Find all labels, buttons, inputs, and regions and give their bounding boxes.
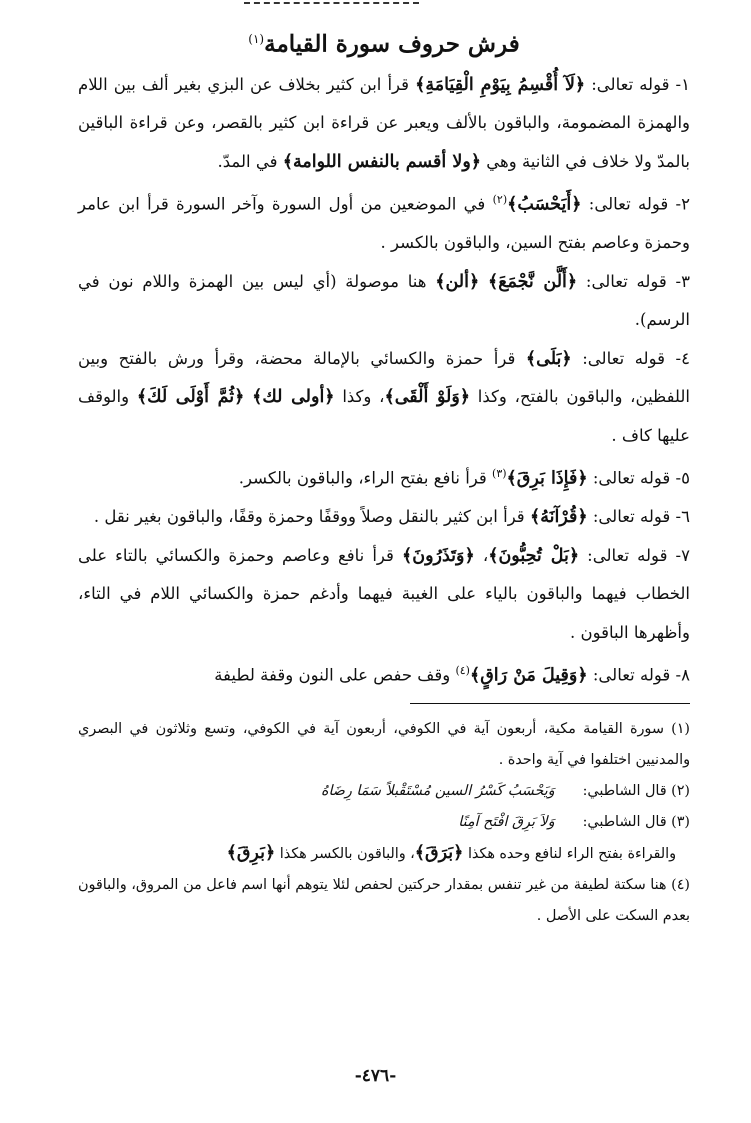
p1-text: قرأ ابن كثير بخلاف عن البزي بغير ألف بين اللام والهمزة المضمومة، والباقون بالألف ويعبر عن قراءة ابن كثير بالقصر، وعن قراءة الباقين بالمدّ ولا خلاف في الثانية وهي xyxy=(78,74,690,171)
paragraph-3 xyxy=(78,263,690,340)
footnote-3-quran-2: ﴿بَرِقَ﴾ xyxy=(226,843,276,864)
footnote-3-note-text: والقراءة بفتح الراء لنافع وحده هكذا xyxy=(463,846,676,863)
footnote-3-note-text-2: ، والباقون بالكسر هكذا xyxy=(275,846,415,863)
p8-text: وقف حفص على النون وقفة لطيفة xyxy=(214,665,456,685)
p2-footnote-ref: (٢) xyxy=(492,193,508,207)
p4-text-2: ، وكذا xyxy=(334,387,385,407)
paragraph-2 xyxy=(78,181,690,263)
p4-quran-3: ﴿أولى لك﴾ xyxy=(252,387,335,408)
title-footnote-ref: (١) xyxy=(248,32,265,46)
paragraph-4 xyxy=(78,340,690,456)
p2-quran-1: ﴿أَيَحْسَبُ﴾ xyxy=(507,194,582,215)
p3-lead: ٣- قوله تعالى: xyxy=(577,271,691,291)
p1-lead: ١- قوله تعالى: xyxy=(585,74,690,94)
paragraph-1 xyxy=(78,66,690,182)
footnote-3-verse: وَلاَ بَرِقَ افْتَح آمِنًا xyxy=(458,814,555,831)
p4-text: قرأ حمزة والكسائي بالإمالة محضة، وقرأ ورش بالفتح وبين اللفظين، والباقون بالفتح، وكذا xyxy=(78,348,691,407)
p3-quran-1: ﴿أَلَّن نَّجْمَعَ﴾ xyxy=(487,271,578,292)
footnote-4: (٤) هنا سكتة لطيفة من غير تنفس بمقدار حركتين لحفص لئلا يتوهم أنها اسم فاعل من المروق، والباقون بعدم السكت على الأصل . xyxy=(78,877,690,925)
p4-sep xyxy=(244,387,252,406)
p6-text: قرأ ابن كثير بالنقل وصلاً ووقفًا وحمزة وقفًا، والباقون بغير نقل . xyxy=(93,507,530,527)
page-number: -٤٧٦- xyxy=(354,1066,397,1086)
p5-lead: ٥- قوله تعالى: xyxy=(587,468,690,488)
p8-footnote-ref: (٤) xyxy=(455,664,470,678)
p6-lead: ٦- قوله تعالى: xyxy=(587,507,690,527)
p2-lead: ٢- قوله تعالى: xyxy=(581,194,690,214)
top-dashed-rule xyxy=(244,2,419,4)
footnote-2 xyxy=(78,776,690,807)
p7-lead: ٧- قوله تعالى: xyxy=(579,545,690,565)
footnote-1: (١) سورة القيامة مكية، أربعون آية في الكوفي، أربعون آية في الكوفي، وتسع وثلاثون في البصري والمدنيين اختلفوا في آية واحدة . xyxy=(78,721,690,769)
footnotes xyxy=(78,714,690,932)
footnote-3-note xyxy=(78,838,690,870)
p1-quran-1: ﴿لَآ أُقْسِمُ بِيَوْمِ الْقِيَامَةِ﴾ xyxy=(415,74,586,95)
p5-footnote-ref: (٣) xyxy=(492,467,507,481)
p2-text: في الموضعين من أول السورة وآخر السورة قرأ ابن عامر وحمزة وعاصم بفتح السين، والباقون بالكسر . xyxy=(78,194,690,253)
paragraph-8 xyxy=(78,652,690,695)
p5-quran-1: ﴿فَإِذَا بَرِقَ﴾ xyxy=(506,468,588,489)
p8-lead: ٨- قوله تعالى: xyxy=(587,665,690,685)
p7-quran-1: ﴿بَلْ تُحِبُّونَ﴾ xyxy=(488,545,580,566)
footnote-3-quran-1: ﴿بَرَقَ﴾ xyxy=(414,843,464,864)
footnote-2-verse: وَيَحْسَبُ كَسْرُ السين مُسْتَقْبلاً سَمَا رِضَاهُ xyxy=(320,783,555,800)
p4-quran-2: ﴿وَلَوْ أَلْقَى﴾ xyxy=(384,387,471,408)
p6-quran-1: ﴿قُرْآنَهُ﴾ xyxy=(529,507,588,528)
p1-tail: في المدّ. xyxy=(217,151,283,171)
p3-quran-2: ﴿ألن﴾ xyxy=(435,271,480,292)
p3-text: هنا موصولة (أي ليس بين الهمزة واللام نون في الرسم). xyxy=(78,271,690,330)
p7-quran-2: ﴿وَتَذَرُونَ﴾ xyxy=(401,545,475,566)
page-title xyxy=(78,22,690,62)
title-text: فرش حروف سورة القيامة xyxy=(264,30,520,58)
p4-lead: ٤- قوله تعالى: xyxy=(571,348,691,368)
p4-quran-1: ﴿بَلَى﴾ xyxy=(525,348,572,369)
p4-quran-4: ﴿ثُمَّ أَوْلَى لَكَ﴾ xyxy=(136,387,245,408)
p7-text: قرأ نافع وعاصم وحمزة والكسائي بالتاء على الخطاب فيهما والباقون بالياء على الغيبة فيهما وأدغم حمزة والكسائي اللام في التاء، وأظهرها الباقون . xyxy=(78,545,690,642)
p5-text: قرأ نافع بفتح الراء، والباقون بالكسر. xyxy=(238,468,493,488)
paragraph-5 xyxy=(78,455,690,498)
p1-quran-2: ﴿ولا أقسم بالنفس اللوامة﴾ xyxy=(282,151,482,172)
footnote-separator xyxy=(410,703,690,704)
page-content xyxy=(78,22,690,932)
paragraph-6 xyxy=(78,498,690,537)
p8-quran-1: ﴿وَقِيلَ مَنْ رَاقٍ﴾ xyxy=(469,665,588,686)
p4-tail: والوقف عليها كاف . xyxy=(78,387,690,445)
p7-sep: ، xyxy=(474,545,489,565)
paragraph-7 xyxy=(78,537,690,653)
footnote-3 xyxy=(78,807,690,838)
footnote-2-label: (٢) قال الشاطبي: xyxy=(582,783,690,800)
footnote-3-label: (٣) قال الشاطبي: xyxy=(582,814,690,831)
